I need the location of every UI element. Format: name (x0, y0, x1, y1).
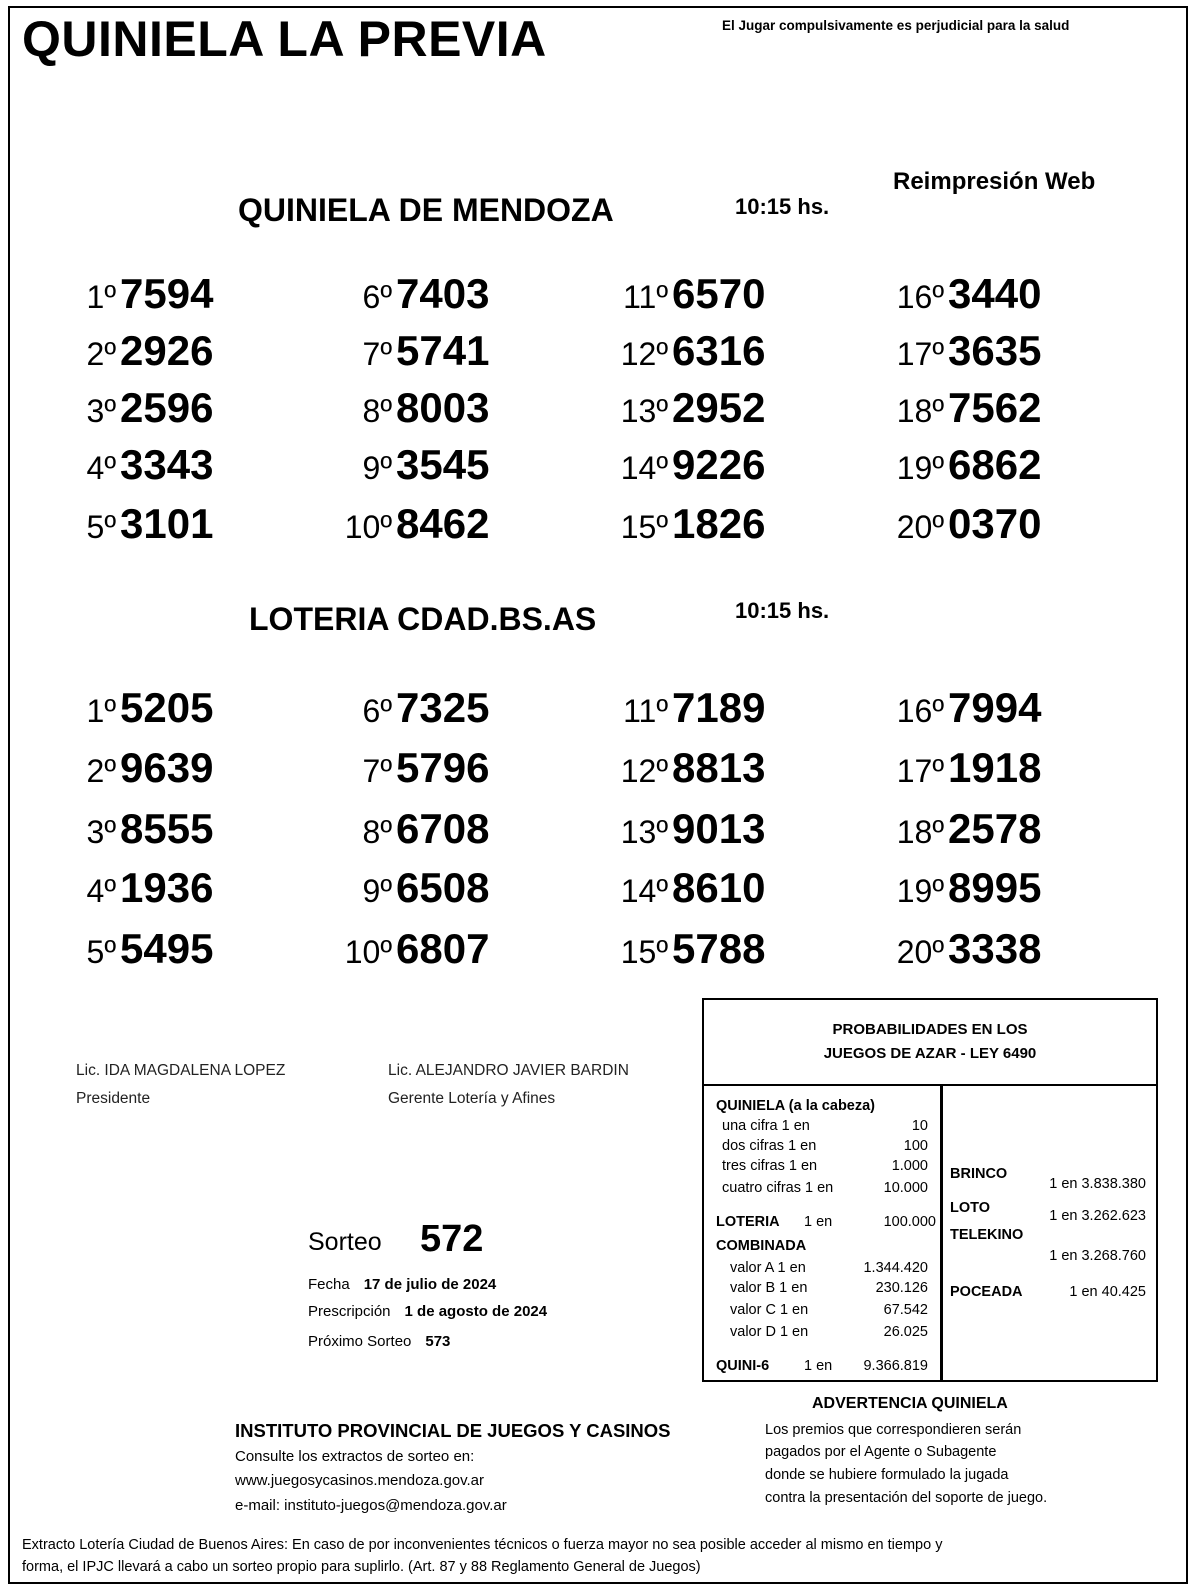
result-entry (334, 925, 489, 985)
result-number: 3440 (948, 270, 1042, 317)
result-number: 1918 (948, 744, 1042, 791)
advertencia-line: Los premios que correspondieren serán (765, 1422, 1022, 1438)
result-number: 6862 (948, 441, 1042, 488)
quiniela-odds-value: 10.000 (883, 1180, 928, 1196)
result-entry (610, 384, 765, 444)
result-position: 12º (620, 753, 668, 789)
draw-number: 572 (420, 1218, 484, 1260)
result-number: 6807 (396, 925, 490, 972)
signature-role-manager: Gerente Lotería y Afines (388, 1090, 556, 1107)
poceada-odds-label: POCEADA (950, 1284, 1023, 1300)
result-number: 2952 (672, 384, 766, 431)
result-entry (58, 684, 213, 744)
result-number: 8003 (396, 384, 490, 431)
result-position: 7º (362, 336, 392, 372)
result-position: 20º (896, 934, 944, 970)
quiniela-odds-title: QUINIELA (a la cabeza) (716, 1098, 876, 1114)
result-number: 8555 (120, 805, 214, 852)
result-entry (610, 744, 765, 804)
result-number: 9226 (672, 441, 766, 488)
result-number: 9639 (120, 744, 214, 791)
quiniela-odds-value: 100 (903, 1138, 928, 1154)
result-entry (886, 925, 1041, 985)
quiniela-odds-label: una cifra 1 en (722, 1118, 810, 1134)
result-entry (886, 327, 1041, 387)
result-entry (334, 441, 489, 501)
result-entry (886, 805, 1041, 865)
result-position: 2º (86, 753, 116, 789)
result-position: 18º (896, 814, 944, 850)
result-number: 6508 (396, 864, 490, 911)
result-number: 8813 (672, 744, 766, 791)
quiniela-odds-label: cuatro cifras 1 en (722, 1180, 834, 1196)
result-position: 4º (86, 450, 116, 486)
result-position: 9º (362, 873, 392, 909)
quiniela-odds-label: dos cifras 1 en (722, 1138, 817, 1154)
result-entry (886, 384, 1041, 444)
signature-name-manager: Lic. ALEJANDRO JAVIER BARDIN (388, 1062, 629, 1079)
result-position: 8º (362, 814, 392, 850)
result-entry (334, 270, 489, 330)
result-number: 3101 (120, 500, 214, 547)
section-title-mendoza: QUINIELA DE MENDOZA (238, 192, 614, 228)
result-number: 1826 (672, 500, 766, 547)
institute-line-1: Consulte los extractos de sorteo en: (235, 1448, 475, 1465)
result-position: 8º (362, 393, 392, 429)
result-entry (334, 327, 489, 387)
result-position: 19º (896, 873, 944, 909)
next-draw-label: Próximo Sorteo (308, 1333, 412, 1350)
advertencia-line: contra la presentación del soporte de juego. (765, 1490, 1048, 1506)
result-entry (886, 684, 1041, 744)
institute-email-link[interactable]: e-mail: instituto-juegos@mendoza.gov.ar (235, 1497, 507, 1514)
result-entry (886, 864, 1041, 924)
result-number: 6316 (672, 327, 766, 374)
result-position: 4º (86, 873, 116, 909)
result-number: 7594 (120, 270, 214, 317)
result-number: 8995 (948, 864, 1042, 911)
result-position: 1º (86, 693, 116, 729)
result-position: 5º (86, 934, 116, 970)
combinada-odds-value: 26.025 (883, 1324, 928, 1340)
page-title: QUINIELA LA PREVIA (22, 11, 547, 67)
disclaimer-line: forma, el IPJC llevará a cabo un sorteo propio para suplirlo. (Art. 87 y 88 Reglamento General de Juegos) (22, 1559, 701, 1575)
result-number: 2596 (120, 384, 214, 431)
result-position: 7º (362, 753, 392, 789)
result-position: 6º (362, 693, 392, 729)
result-entry (58, 441, 213, 501)
result-position: 19º (896, 450, 944, 486)
result-number: 5495 (120, 925, 214, 972)
result-number: 3635 (948, 327, 1042, 374)
result-number: 7403 (396, 270, 490, 317)
quini6-odds-value: 9.366.819 (863, 1358, 928, 1374)
result-entry (610, 864, 765, 924)
result-entry (610, 500, 765, 560)
result-position: 16º (896, 279, 944, 315)
result-entry (610, 925, 765, 985)
combinada-odds-title: COMBINADA (716, 1238, 807, 1254)
result-position: 12º (620, 336, 668, 372)
result-number: 2926 (120, 327, 214, 374)
result-entry (886, 500, 1041, 560)
draw-date: 17 de julio de 2024 (363, 1276, 497, 1293)
brinco-odds-value: 1 en 3.838.380 (1049, 1176, 1146, 1192)
probabilities-title-1: PROBABILIDADES EN LOS (832, 1021, 1028, 1038)
result-number: 7562 (948, 384, 1042, 431)
result-entry (610, 684, 765, 744)
draw-date-row (308, 1276, 496, 1293)
result-entry (58, 925, 213, 985)
draw-expiry: 1 de agosto de 2024 (404, 1303, 548, 1320)
result-number: 8462 (396, 500, 490, 547)
result-position: 15º (620, 509, 668, 545)
result-entry (334, 684, 489, 744)
institute-name: INSTITUTO PROVINCIAL DE JUEGOS Y CASINOS (235, 1420, 671, 1441)
loto-odds-value: 1 en 3.262.623 (1049, 1208, 1146, 1224)
result-position: 13º (620, 393, 668, 429)
result-number: 8610 (672, 864, 766, 911)
result-number: 3338 (948, 925, 1042, 972)
result-position: 17º (896, 336, 944, 372)
result-entry (886, 270, 1041, 330)
disclaimer-line: Extracto Lotería Ciudad de Buenos Aires: En caso de por inconvenientes técnicos o fuerza mayor no sea posible acceder al mismo en tiempo y (22, 1537, 943, 1553)
result-number: 9013 (672, 805, 766, 852)
telekino-odds-label: TELEKINO (950, 1227, 1024, 1243)
result-position: 18º (896, 393, 944, 429)
result-number: 6708 (396, 805, 490, 852)
result-position: 17º (896, 753, 944, 789)
result-entry (58, 500, 213, 560)
result-number: 5205 (120, 684, 214, 731)
draw-expiry-label: Prescripción (308, 1303, 391, 1320)
loteria-odds-mid: 1 en (804, 1214, 833, 1230)
combinada-odds-value: 67.542 (883, 1302, 928, 1318)
result-position: 10º (344, 509, 392, 545)
next-draw-row (308, 1333, 450, 1350)
result-entry (334, 500, 489, 560)
result-entry (58, 864, 213, 924)
result-entry (886, 441, 1041, 501)
draw-date-label: Fecha (308, 1276, 350, 1293)
result-position: 16º (896, 693, 944, 729)
section-time-loteria: 10:15 hs. (735, 598, 830, 623)
telekino-odds-value: 1 en 3.268.760 (1049, 1248, 1146, 1264)
result-entry (58, 805, 213, 865)
result-position: 11º (623, 693, 668, 729)
combinada-odds-value: 1.344.420 (863, 1260, 928, 1276)
brinco-odds-label: BRINCO (950, 1166, 1008, 1182)
result-number: 0370 (948, 500, 1042, 547)
draw-expiry-row (308, 1303, 547, 1320)
result-number: 3545 (396, 441, 490, 488)
quini6-odds-label: QUINI-6 (716, 1358, 770, 1374)
result-number: 5741 (396, 327, 490, 374)
quiniela-odds-value: 10 (911, 1118, 928, 1134)
result-number: 2578 (948, 805, 1042, 852)
result-entry (58, 744, 213, 804)
draw-label: Sorteo (308, 1228, 382, 1256)
result-entry (334, 744, 489, 804)
result-position: 6º (362, 279, 392, 315)
result-entry (58, 270, 213, 330)
result-entry (610, 327, 765, 387)
result-entry (610, 441, 765, 501)
result-number: 5788 (672, 925, 766, 972)
result-entry (58, 327, 213, 387)
combinada-odds-label: valor A 1 en (730, 1260, 806, 1276)
result-entry (610, 270, 765, 330)
result-position: 14º (620, 873, 668, 909)
result-position: 2º (86, 336, 116, 372)
advertencia-line: pagados por el Agente o Subagente (765, 1444, 997, 1460)
quiniela-odds-label: tres cifras 1 en (722, 1158, 818, 1174)
result-position: 5º (86, 509, 116, 545)
result-position: 13º (620, 814, 668, 850)
result-position: 9º (362, 450, 392, 486)
result-position: 10º (344, 934, 392, 970)
quiniela-odds-value: 1.000 (891, 1158, 928, 1174)
result-number: 7325 (396, 684, 490, 731)
section-time-mendoza: 10:15 hs. (735, 194, 830, 219)
probabilities-title-2: JUEGOS DE AZAR - LEY 6490 (823, 1045, 1037, 1062)
result-number: 7994 (948, 684, 1042, 731)
section-title-loteria: LOTERIA CDAD.BS.AS (249, 601, 597, 637)
result-position: 1º (86, 279, 116, 315)
signature-name-president: Lic. IDA MAGDALENA LOPEZ (76, 1062, 286, 1079)
result-position: 15º (620, 934, 668, 970)
probabilities-box (702, 998, 1158, 1382)
result-number: 6570 (672, 270, 766, 317)
result-number: 5796 (396, 744, 490, 791)
result-number: 7189 (672, 684, 766, 731)
result-entry (886, 744, 1041, 804)
quini6-odds-mid: 1 en (804, 1358, 833, 1374)
result-entry (334, 864, 489, 924)
signature-role-president: Presidente (76, 1090, 151, 1107)
result-position: 3º (86, 814, 116, 850)
result-entry (334, 384, 489, 444)
poceada-odds-value: 1 en 40.425 (1069, 1284, 1146, 1300)
next-draw-number: 573 (425, 1333, 451, 1350)
advertencia-line: donde se hubiere formulado la jugada (765, 1467, 1009, 1483)
result-number: 1936 (120, 864, 214, 911)
result-entry (58, 384, 213, 444)
combinada-odds-label: valor C 1 en (730, 1302, 809, 1318)
health-warning: El Jugar compulsivamente es perjudicial para la salud (722, 18, 1070, 33)
loteria-odds-label: LOTERIA (716, 1214, 780, 1230)
loto-odds-label: LOTO (950, 1200, 991, 1216)
probabilities-header (704, 1000, 1156, 1086)
probabilities-divider (940, 1086, 943, 1382)
result-position: 11º (623, 279, 668, 315)
combinada-odds-label: valor B 1 en (730, 1280, 808, 1296)
result-position: 20º (896, 509, 944, 545)
loteria-odds-value: 100.000 (883, 1214, 936, 1230)
advertencia-title: ADVERTENCIA QUINIELA (812, 1395, 1008, 1412)
combinada-odds-label: valor D 1 en (730, 1324, 809, 1340)
reprint-label: Reimpresión Web (893, 168, 1096, 195)
result-entry (334, 805, 489, 865)
result-entry (610, 805, 765, 865)
result-number: 3343 (120, 441, 214, 488)
combinada-odds-value: 230.126 (875, 1280, 928, 1296)
result-position: 3º (86, 393, 116, 429)
institute-website-link[interactable]: www.juegosycasinos.mendoza.gov.ar (235, 1472, 485, 1489)
result-position: 14º (620, 450, 668, 486)
